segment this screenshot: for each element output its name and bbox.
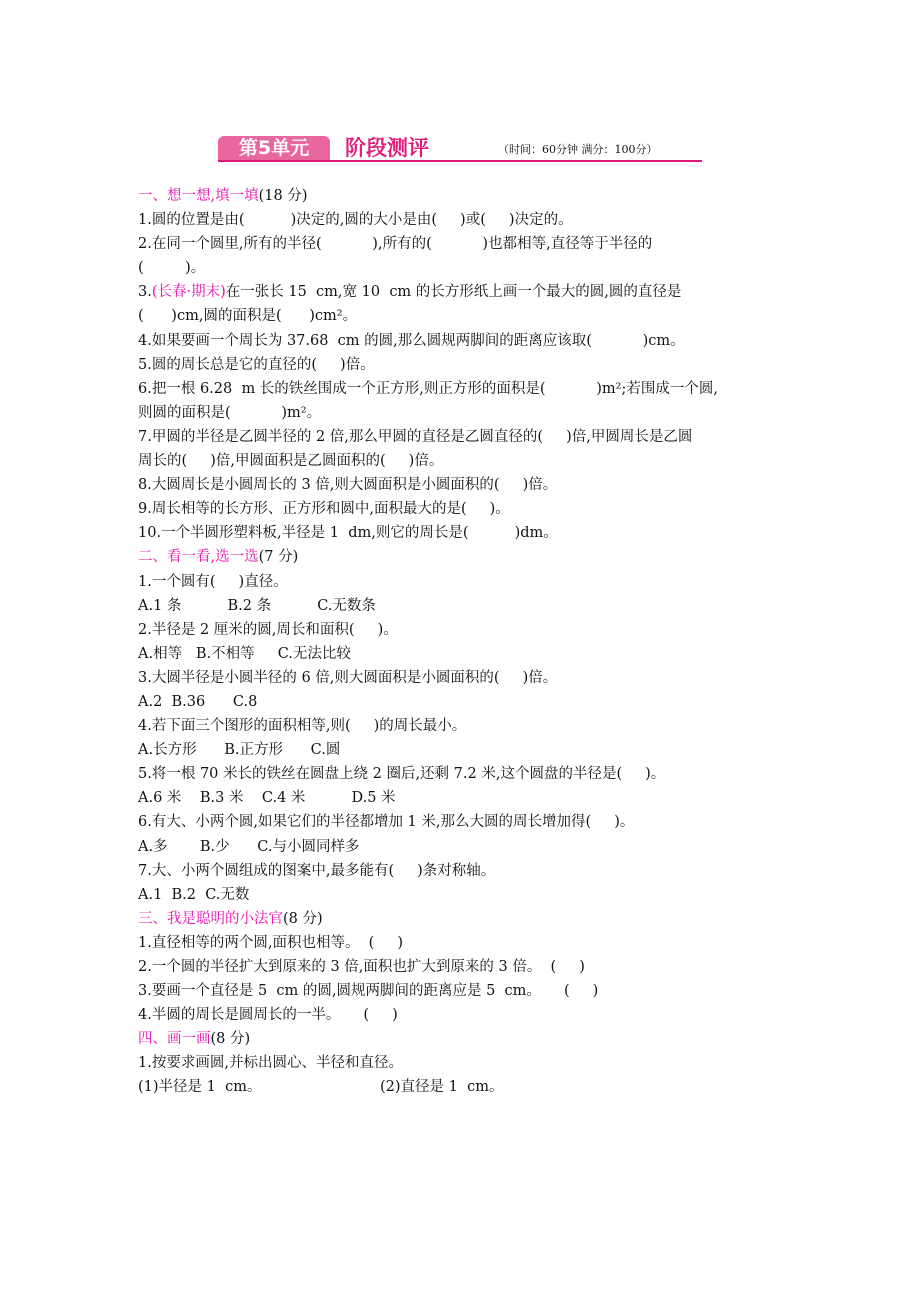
line-text: A.长方形 B.正方形 C.圆 xyxy=(138,742,341,759)
line-text: 8.大圆周长是小圆周长的 3 倍,则大圆面积是小圆面积的( )倍。 xyxy=(138,477,558,494)
line-text: 2.在同一个圆里,所有的半径( ),所有的( )也都相等,直径等于半径的 xyxy=(138,236,653,253)
line-text: 1.直径相等的两个圆,面积也相等。 ( ) xyxy=(138,934,404,951)
question-content xyxy=(138,184,788,1100)
section-heading xyxy=(138,184,788,208)
question-line xyxy=(138,353,788,377)
question-line xyxy=(138,304,788,328)
question-line xyxy=(138,1003,788,1027)
line-text: 4.半圆的周长是圆周长的一半。 ( ) xyxy=(138,1007,398,1024)
section-title: 三、我是聪明的小法官 xyxy=(138,910,283,927)
question-line xyxy=(138,931,788,955)
question-line xyxy=(138,256,788,280)
question-line xyxy=(138,594,788,618)
question-line xyxy=(138,232,788,256)
question-source: (长春·期末) xyxy=(151,284,226,301)
question-line xyxy=(138,738,788,762)
line-text: A.相等 B.不相等 C.无法比较 xyxy=(138,645,351,662)
line-text: 7.大、小两个圆组成的图案中,最多能有( )条对称轴。 xyxy=(138,862,496,879)
question-line xyxy=(138,280,788,304)
line-text: 2.半径是 2 厘米的圆,周长和面积( )。 xyxy=(138,621,398,638)
question-line xyxy=(138,883,788,907)
question-line xyxy=(138,521,788,545)
exam-meta: （时间：60分钟 满分：100分） xyxy=(498,143,658,156)
question-line xyxy=(138,401,788,425)
line-text: 7.甲圆的半径是乙圆半径的 2 倍,那么甲圆的直径是乙圆直径的( )倍,甲圆周长是乙圆 xyxy=(138,428,693,445)
question-line xyxy=(138,1051,788,1075)
line-text: 1.一个圆有( )直径。 xyxy=(138,573,288,590)
question-line xyxy=(138,690,788,714)
section-heading xyxy=(138,907,788,931)
question-line xyxy=(138,473,788,497)
line-text: A.多 B.少 C.与小圆同样多 xyxy=(138,838,360,855)
question-number: 3. xyxy=(138,284,152,301)
line-text: (1)半径是 1 cm。 xyxy=(138,1079,262,1096)
line-text: A.6 米 B.3 米 C.4 米 D.5 米 xyxy=(138,790,396,807)
line-text: A.1 条 B.2 条 C.无数条 xyxy=(138,597,376,614)
line-text: 5.圆的周长总是它的直径的( )倍。 xyxy=(138,356,375,373)
question-line xyxy=(138,666,788,690)
question-line xyxy=(138,786,788,810)
question-line xyxy=(138,377,788,401)
line-text: 9.周长相等的长方形、正方形和圆中,面积最大的是( )。 xyxy=(138,501,510,518)
line-text: 5.将一根 70 米长的铁丝在圆盘上绕 2 圈后,还剩 7.2 米,这个圆盘的半径是( )。 xyxy=(138,766,666,783)
question-line xyxy=(138,425,788,449)
line-text: ( )cm,圆的面积是( )cm²。 xyxy=(138,308,358,325)
question-line xyxy=(138,835,788,859)
line-text-2: (2)直径是 1 cm。 xyxy=(380,1079,504,1096)
question-line xyxy=(138,762,788,786)
line-text: 1.按要求画圆,并标出圆心、半径和直径。 xyxy=(138,1055,403,1072)
question-line xyxy=(138,955,788,979)
section-title: 二、看一看,选一选 xyxy=(138,549,259,566)
question-line xyxy=(138,642,788,666)
section-heading xyxy=(138,545,788,569)
line-text: ( )。 xyxy=(138,260,206,277)
line-text: 3.大圆半径是小圆半径的 6 倍,则大圆面积是小圆面积的( )倍。 xyxy=(138,669,558,686)
question-line xyxy=(138,208,788,232)
unit-badge: 第5单元 xyxy=(218,136,330,161)
line-text: 4.如果要画一个周长为 37.68 cm 的圆,那么圆规两脚间的距离应该取( )cm。 xyxy=(138,332,685,349)
section-heading xyxy=(138,1027,788,1051)
section-score: (8 分) xyxy=(210,1031,251,1048)
question-line xyxy=(138,449,788,473)
line-text: 则圆的面积是( )m²。 xyxy=(138,404,322,421)
question-line xyxy=(138,618,788,642)
question-text: 在一张长 15 cm,宽 10 cm 的长方形纸上画一个最大的圆,圆的直径是 xyxy=(225,284,682,301)
line-text: 1.圆的位置是由( )决定的,圆的大小是由( )或( )决定的。 xyxy=(138,212,573,229)
section-score: (18 分) xyxy=(258,188,308,204)
question-line xyxy=(138,859,788,883)
section-title: 一、想一想,填一填 xyxy=(138,188,259,204)
line-text: A.1 B.2 C.无数 xyxy=(138,886,250,903)
line-text: 4.若下面三个图形的面积相等,则( )的周长最小。 xyxy=(138,718,467,735)
line-text: 10.一个半圆形塑料板,半径是 1 dm,则它的周长是( )dm。 xyxy=(138,525,558,542)
section-score: (7 分) xyxy=(258,549,299,566)
question-line xyxy=(138,810,788,834)
page-title: 阶段测评 xyxy=(345,136,429,160)
question-line xyxy=(138,979,788,1003)
section-title: 四、画一画 xyxy=(138,1031,211,1048)
line-text: A.2 B.36 C.8 xyxy=(138,693,258,710)
line-text: 3.要画一个直径是 5 cm 的圆,圆规两脚间的距离应是 5 cm。 ( ) xyxy=(138,983,599,1000)
line-text: 6.把一根 6.28 m 长的铁丝围成一个正方形,则正方形的面积是( )m²;若围成一个圆, xyxy=(138,380,718,397)
section-score: (8 分) xyxy=(283,910,323,927)
line-text: 6.有大、小两个圆,如果它们的半径都增加 1 米,那么大圆的周长增加得( )。 xyxy=(138,814,635,831)
header-rule xyxy=(218,160,702,162)
line-text: 2.一个圆的半径扩大到原来的 3 倍,面积也扩大到原来的 3 倍。 ( ) xyxy=(138,959,585,975)
question-line xyxy=(138,714,788,738)
line-text: 周长的( )倍,甲圆面积是乙圆面积的( )倍。 xyxy=(138,453,444,470)
question-line xyxy=(138,570,788,594)
question-line xyxy=(138,1075,788,1099)
question-line xyxy=(138,329,788,353)
question-line xyxy=(138,497,788,521)
